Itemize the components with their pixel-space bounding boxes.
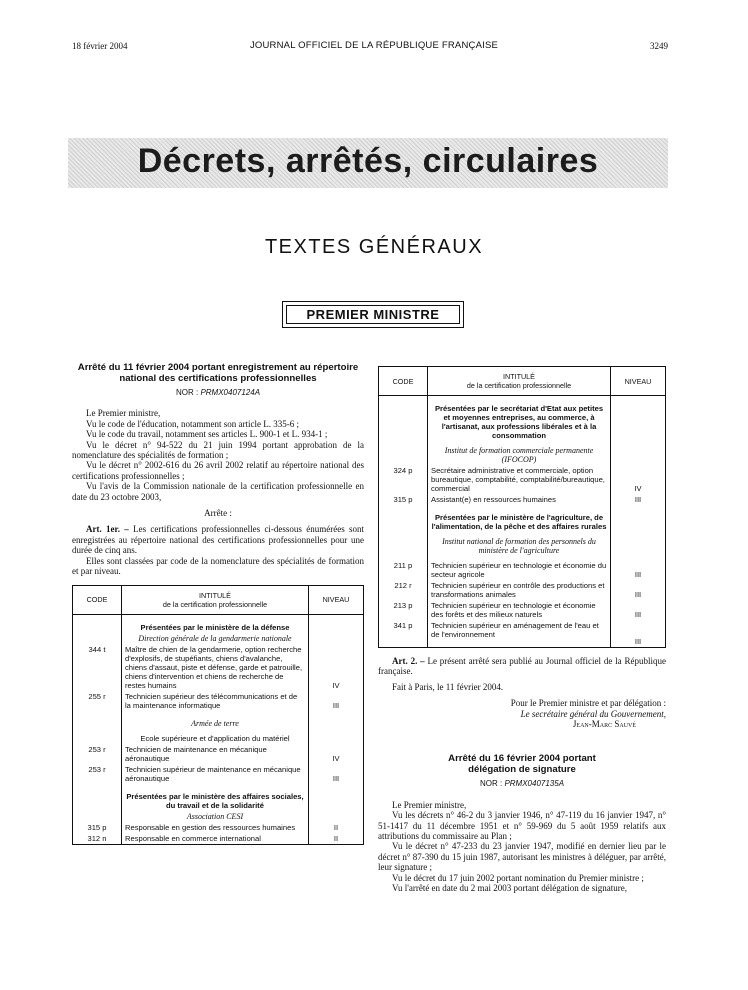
- table-row: [73, 729, 364, 744]
- row-niveau: III: [611, 620, 666, 648]
- signature-name: Jean-Marc Sauvé: [572, 719, 636, 730]
- header-niveau: NIVEAU: [309, 585, 364, 614]
- table-header-row: [379, 367, 666, 396]
- ministry-title: PREMIER MINISTRE: [286, 305, 460, 324]
- row-code: 255 r: [73, 691, 122, 711]
- row-text: Secrétaire administrative et commerciale, option bureautique, comptabilité, comptabilité/bureautique, commercial: [428, 465, 611, 494]
- header-intitule-sub: de la certification professionnelle: [162, 599, 268, 609]
- paragraph: Vu l'arrêté en date du 2 mai 2003 portant délégation de signature,: [392, 883, 628, 894]
- table-row: [379, 505, 666, 532]
- row-text: Maître de chien de la gendarmerie, option recherche d'explosifs, de stupéfiants, chiens d'avalanche, chiens d'assaut, piste et défense, garde et patrouille, chiens d'intervention et chiens de recherche de restes humains: [122, 644, 309, 691]
- arrete2-nor: [378, 779, 666, 789]
- arrete-word: Arrête :: [204, 508, 232, 519]
- row-niveau: II: [309, 822, 364, 833]
- article-1: [72, 524, 364, 555]
- paragraph: Vu le code du travail, notamment ses articles L. 900-1 et L. 934-1 ;: [86, 429, 328, 440]
- paragraph: Vu le code de l'éducation, notamment son article L. 335-6 ;: [86, 418, 300, 429]
- arrete2-title: Arrêté du 16 février 2004 portant délégation de signature: [448, 753, 596, 776]
- table-row: [379, 465, 666, 494]
- header-niveau: NIVEAU: [611, 367, 666, 396]
- ministry-heading: Présentées par le ministère de la défense: [122, 614, 309, 633]
- ministry-heading: Présentées par le secrétariat d'Etat aux petites et moyennes entreprises, au commerce, à l'artisanat, aux professions libérales et à la consommation: [428, 396, 611, 442]
- row-niveau: III: [611, 580, 666, 600]
- header-intitule-main: INTITULÉ: [199, 590, 231, 600]
- row-code: 324 p: [379, 465, 428, 494]
- header-intitule: [428, 367, 611, 396]
- row-niveau: III: [309, 691, 364, 711]
- article-2-label: Art. 2. –: [392, 656, 425, 666]
- row-niveau: II: [309, 833, 364, 845]
- certification-table-right: [378, 366, 666, 648]
- row-code: 253 r: [73, 744, 122, 764]
- row-niveau: IV: [611, 465, 666, 494]
- table-row: [379, 441, 666, 465]
- table-row: [379, 620, 666, 648]
- table-row: [379, 494, 666, 505]
- row-text: Technicien supérieur en technologie et économie du secteur agricole: [428, 560, 611, 580]
- table-row: [379, 396, 666, 442]
- section-title: TEXTES GÉNÉRAUX: [264, 236, 484, 258]
- row-niveau: IV: [309, 744, 364, 764]
- table-header-row: [73, 585, 364, 614]
- nor-label: NOR :: [479, 779, 503, 789]
- table-row: [73, 764, 364, 784]
- header-code: CODE: [73, 585, 122, 614]
- paragraph: Vu le décret n° 94-522 du 21 juin 1994 portant approbation de la nomenclature des spécialités de formation ;: [72, 439, 364, 461]
- organisation-heading: Ecole supérieure et d'application du matériel: [122, 729, 309, 744]
- row-text: Technicien supérieur en contrôle des productions et transformations animales: [428, 580, 611, 600]
- paragraph: Le Premier ministre,: [86, 408, 161, 419]
- paragraph: Vu les décrets n° 46-2 du 3 janvier 1946, n° 47-119 du 16 janvier 1947, n° 51-1417 du 11 décembre 1951 et n° 59-969 du 5 août 1959 relatifs aux attributions du commissaire au Plan ;: [378, 810, 666, 842]
- row-code: 211 p: [379, 560, 428, 580]
- left-column: [72, 362, 364, 845]
- row-code: 315 p: [73, 822, 122, 833]
- organisation-heading: Institut de formation commerciale permanente (IFOCOP): [428, 441, 611, 465]
- table-row: [73, 784, 364, 811]
- row-text: Technicien supérieur en aménagement de l'eau et de l'environnement: [428, 620, 611, 648]
- ministry-heading: Présentées par le ministère des affaires sociales, du travail et de la solidarité: [122, 784, 309, 811]
- ministry-box: [282, 301, 464, 328]
- row-code: 315 p: [379, 494, 428, 505]
- table-row: [379, 600, 666, 620]
- header-page-number: 3249: [650, 41, 668, 51]
- table-row: [73, 691, 364, 711]
- article-2: [378, 656, 666, 677]
- row-niveau: III: [309, 764, 364, 784]
- paragraph: Vu le décret n° 2002-616 du 26 avril 2002 relatif au répertoire national des certifications professionnelles ;: [72, 460, 364, 481]
- header-journal-title: JOURNAL OFFICIEL DE LA RÉPUBLIQUE FRANÇAISE: [249, 40, 499, 51]
- row-code: 344 t: [73, 644, 122, 691]
- table-row: [73, 633, 364, 644]
- row-text: Technicien de maintenance en mécanique aéronautique: [122, 744, 309, 764]
- row-text: Assistant(e) en ressources humaines: [428, 494, 611, 505]
- header-intitule-sub: de la certification professionnelle: [466, 381, 572, 390]
- section-banner: [68, 138, 668, 188]
- paragraph: Vu l'avis de la Commission nationale de la certification professionnelle en date du 23 octobre 2003,: [72, 481, 364, 502]
- header-code: CODE: [379, 367, 428, 396]
- table-row: [379, 560, 666, 580]
- table-row: [73, 833, 364, 845]
- row-niveau: III: [611, 494, 666, 505]
- row-niveau: III: [611, 600, 666, 620]
- row-text: Technicien supérieur des télécommunications et de la maintenance informatique: [122, 691, 309, 711]
- done-at: Fait à Paris, le 11 février 2004.: [392, 681, 504, 692]
- article-2-text: Le présent arrêté sera publié au Journal officiel de la République française.: [378, 656, 666, 677]
- arrete1-nor: [72, 388, 364, 398]
- paragraph: Le Premier ministre,: [392, 799, 467, 810]
- table-row: [73, 811, 364, 822]
- table-row: [73, 644, 364, 691]
- table-row: [379, 532, 666, 560]
- table-row: [73, 822, 364, 833]
- table-row: [73, 744, 364, 764]
- paragraph: Vu le décret n° 47-233 du 23 janvier 1947, modifié en dernier lieu par le décret n° 87-390 du 15 juin 1987, autorisant les ministres à déléguer, par arrêté, leur signature ;: [378, 841, 666, 873]
- signature-line-2: Le secrétaire général du Gouvernement,: [520, 708, 666, 719]
- row-text: Technicien supérieur de maintenance en mécanique aéronautique: [122, 764, 309, 784]
- ministry-heading: Présentées par le ministère de l'agriculture, de l'alimentation, de la pêche et des affaires rurales: [428, 505, 611, 532]
- row-code: 312 n: [73, 833, 122, 845]
- row-code: 253 r: [73, 764, 122, 784]
- signature-line-1: Pour le Premier ministre et par délégation :: [510, 698, 666, 709]
- row-code: 212 r: [379, 580, 428, 600]
- organisation-heading: Armée de terre: [122, 711, 309, 729]
- organisation-heading: Association CESI: [122, 811, 309, 822]
- table-row: [73, 711, 364, 729]
- row-niveau: IV: [309, 644, 364, 691]
- nor-code: PRMX0407124A: [200, 388, 261, 397]
- article-1-text: Les certifications professionnelles ci-dessous énumérées sont enregistrées au répertoire national des certifications professionnelles pour une durée de cinq ans.: [72, 524, 365, 556]
- right-column: [378, 366, 666, 894]
- row-code: 213 p: [379, 600, 428, 620]
- organisation-heading: Institut national de formation des personnels du ministère de l'agriculture: [428, 532, 611, 560]
- nor-code: PRMX0407135A: [504, 779, 565, 789]
- paragraph: Vu le décret du 17 juin 2002 portant nomination du Premier ministre ;: [392, 872, 644, 883]
- article-1-label: Art. 1er. –: [86, 524, 129, 535]
- arrete1-title: Arrêté du 11 février 2004 portant enregistrement au répertoire national des certifications professionnelles: [77, 362, 359, 384]
- row-text: Technicien supérieur en technologie et économie des forêts et des milieux naturels: [428, 600, 611, 620]
- header-intitule: [122, 585, 309, 614]
- header-intitule-main: INTITULÉ: [503, 372, 535, 381]
- banner-title: Décrets, arrêtés, circulaires: [137, 142, 599, 180]
- article-1-text2: Elles sont classées par code de la nomenclature des spécialités de formation et par niveau.: [72, 555, 364, 577]
- organisation-heading: Direction générale de la gendarmerie nationale: [122, 633, 309, 644]
- header-date: 18 février 2004: [72, 41, 128, 51]
- row-code: 341 p: [379, 620, 428, 648]
- nor-label: NOR :: [175, 388, 199, 397]
- row-text: Responsable en gestion des ressources humaines: [122, 822, 309, 833]
- table-row: [73, 614, 364, 633]
- certification-table-left: [72, 585, 364, 845]
- row-niveau: III: [611, 560, 666, 580]
- row-text: Responsable en commerce international: [122, 833, 309, 845]
- table-row: [379, 580, 666, 600]
